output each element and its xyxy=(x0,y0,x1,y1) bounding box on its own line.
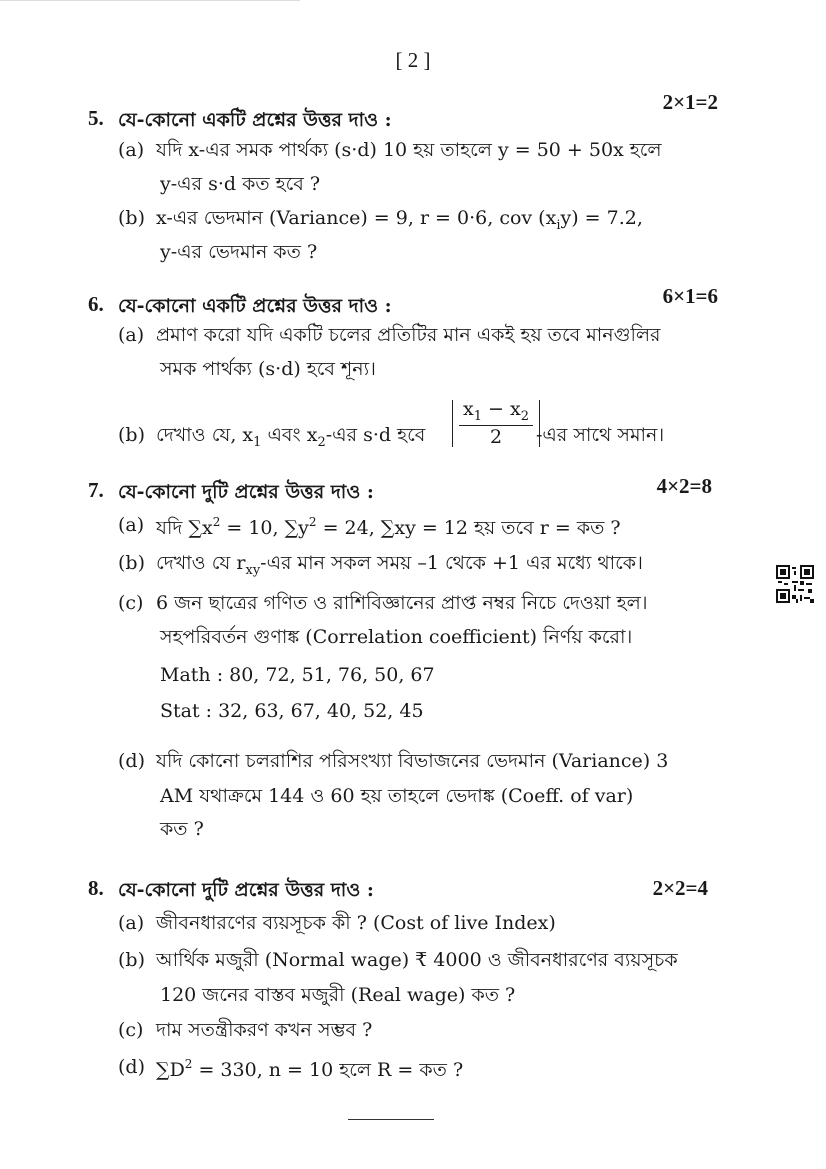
q8-part-d-text: $\sum D^2 = 330$, n = 10 হলে R = কত ? xyxy=(156,1057,464,1081)
q7-part-d-line3: কত ? xyxy=(160,818,204,840)
question-7-number: 7. xyxy=(88,478,104,502)
question-5-marks: 2×1=2 xyxy=(662,90,718,114)
q8-part-d-label: (d) xyxy=(118,1056,145,1078)
q6-part-b-tail: -এর সাথে সমান। xyxy=(536,424,665,446)
q7-part-a-label: (a) xyxy=(118,514,145,536)
q5-part-a-line2: y-এর s·d কত হবে ? xyxy=(160,173,321,195)
q5-part-a-line1: যদি x-এর সমক পার্থক্য (s·d) 10 হয় তাহলে y = 50 + 50x হলে xyxy=(156,139,662,161)
q8-part-a-text: জীবনধারণের ব্যয়সূচক কী ? (Cost of live Index) xyxy=(156,912,556,934)
q6-part-a-line1: প্রমাণ করো যদি একটি চলের প্রতিটির মান একই হয় তবে মানগুলির xyxy=(156,324,661,346)
scan-edge-line xyxy=(0,0,300,1)
fraction xyxy=(459,400,533,447)
page-number: [ 2 ] xyxy=(395,48,431,72)
q7-part-c-line1: 6 জন ছাত্রের গণিত ও রাশিবিজ্ঞানের প্রাপ্ত নম্বর নিচে দেওয়া হল। xyxy=(156,592,648,614)
q8-part-a-label: (a) xyxy=(118,912,145,934)
q5-part-b-line2: y-এর ভেদমান কত ? xyxy=(160,241,318,263)
abs-value-bars xyxy=(452,400,540,447)
q7-part-a-text: যদি $\sum x^2 = 10$, $\sum y^2 = 24$, ∑xy = 12 হয় তবে r = কত ? xyxy=(156,515,621,539)
q6-part-a-label: (a) xyxy=(118,324,145,346)
question-6-number: 6. xyxy=(88,292,104,316)
q7-part-d-label: (d) xyxy=(118,750,145,772)
fraction-denominator: 2 xyxy=(489,426,503,448)
question-7-marks: 4×2=8 xyxy=(656,474,712,498)
q5-part-b-label: (b) xyxy=(118,207,145,229)
q5-part-b-line1: x-এর ভেদমান (Variance) = 9, r = 0·6, cov $(x_iy) = 7.2$, xyxy=(156,207,643,233)
q6-part-b-label: (b) xyxy=(118,424,145,446)
question-7-heading: যে-কোনো দুটি প্রশ্নের উত্তর দাও : xyxy=(118,481,374,503)
q7-part-b-text: দেখাও যে $r_{xy}-এর$ মান সকল সময় –1 থেকে +1 এর মধ্যে থাকে। xyxy=(156,552,643,578)
question-8-heading: যে-কোনো দুটি প্রশ্নের উত্তর দাও : xyxy=(118,879,374,901)
q8-part-c-label: (c) xyxy=(118,1019,144,1041)
q6-abs-fraction xyxy=(452,400,540,447)
q8-part-b-line1: আর্থিক মজুরী (Normal wage) ₹ 4000 ও জীবনধারণের ব্যয়সূচক xyxy=(156,949,678,971)
question-5-number: 5. xyxy=(88,106,104,130)
question-6-marks: 6×1=6 xyxy=(662,284,718,308)
q8-part-b-label: (b) xyxy=(118,949,145,971)
question-6-heading: যে-কোনো একটি প্রশ্নের উত্তর দাও : xyxy=(118,295,392,317)
q7-part-d-line2: AM যথাক্রমে 144 ও 60 হয় তাহলে ভেদাঙ্ক (Coeff. of var) xyxy=(160,785,634,807)
question-8-number: 8. xyxy=(88,876,104,900)
q5-part-a-label: (a) xyxy=(118,139,145,161)
q7-part-c-line2: সহপরিবর্তন গুণাঙ্ক (Correlation coefficient) নির্ণয় করো। xyxy=(160,626,633,648)
qr-code-icon[interactable] xyxy=(776,565,814,603)
fraction-numerator: $x_1 - x_2$ xyxy=(459,400,533,426)
q7-math-marks: Math : 80, 72, 51, 76, 50, 67 xyxy=(160,664,435,686)
end-rule xyxy=(348,1119,434,1120)
q7-part-d-line1: যদি কোনো চলরাশির পরিসংখ্যা বিভাজনের ভেদমান (Variance) 3 xyxy=(156,750,669,772)
q6-part-a-line2: সমক পার্থক্য (s·d) হবে শূন্য। xyxy=(160,358,376,380)
q8-part-b-line2: 120 জনের বাস্তব মজুরী (Real wage) কত ? xyxy=(160,984,516,1006)
q8-part-c-text: দাম সতন্ত্রীকরণ কখন সম্ভব ? xyxy=(156,1019,373,1041)
question-5-heading: যে-কোনো একটি প্রশ্নের উত্তর দাও : xyxy=(118,109,392,131)
q7-part-c-label: (c) xyxy=(118,592,144,614)
question-8-marks: 2×2=4 xyxy=(652,876,708,900)
q6-part-b-text: দেখাও যে, $x_1$ এবং $x_2-এর$ s·d হবে xyxy=(156,424,426,450)
q7-stat-marks: Stat : 32, 63, 67, 40, 52, 45 xyxy=(160,700,424,722)
q7-part-b-label: (b) xyxy=(118,552,145,574)
